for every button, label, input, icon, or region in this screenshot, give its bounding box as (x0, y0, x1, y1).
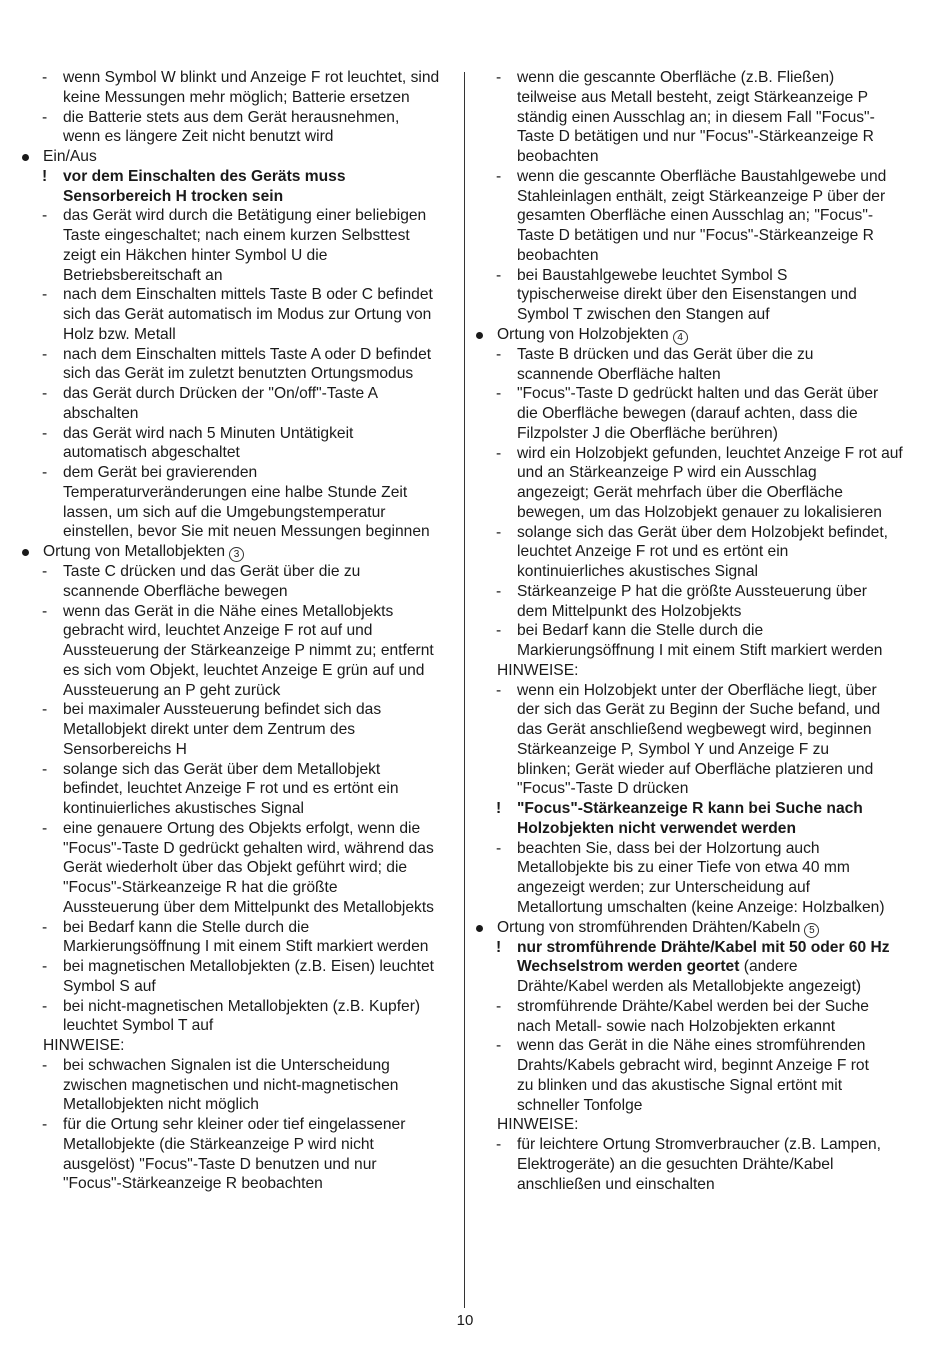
list-item-text: bei Bedarf kann die Stelle durch die Markierungsöffnung I mit einem Stift markiert werden (63, 918, 429, 956)
list-item-text: wird ein Holzobjekt gefunden, leuchtet Anzeige F rot auf und an Stärkeanzeige P wird ein Ausschlag angezeigt; Gerät mehrfach über die Oberfläche bewegen, um das Holzobjekt genauer zu lokalisieren (517, 444, 903, 521)
list-item-text: bei maximaler Aussteuerung befindet sich das Metallobjekt direkt unter dem Zentrum des Sensorbereichs H (63, 701, 382, 758)
notes-heading (476, 661, 916, 681)
dash-marker: - (42, 207, 48, 225)
dash-marker: - (496, 385, 502, 403)
list-item-text: wenn die gescannte Oberfläche (z.B. Fließen) teilweise aus Metall besteht, zeigt Stärkeanzeige P ständig einen Ausschlag an; in diesem Fall "Focus"- Taste D betätigen und nur "Focus"-Stärkeanzeige R beobachten (517, 69, 875, 165)
list-item (476, 997, 916, 1037)
dash-marker: - (496, 523, 502, 541)
bullet-icon (22, 549, 29, 556)
right-column (476, 68, 916, 1194)
list-item-text: stromführende Drähte/Kabel werden bei der Suche nach Metall- sowie nach Holzobjekten erkannt (517, 997, 869, 1035)
dash-marker: - (42, 69, 48, 86)
list-item (476, 1135, 916, 1194)
list-item (476, 444, 916, 523)
dash-marker: - (496, 1037, 502, 1055)
list-item-text: Stärkeanzeige P hat die größte Aussteuerung über dem Mittelpunkt des Holzobjekts (517, 582, 867, 620)
dash-marker: - (42, 424, 48, 442)
warning-text: nur stromführende Drähte/Kabel mit 50 oder 60 Hz Wechselstrom werden geortet (517, 938, 890, 976)
list-item (476, 681, 916, 800)
list-item-text: für leichtere Ortung Stromverbraucher (z.B. Lampen, Elektrogeräte) an die gesuchten Drähte/Kabel anschließen und einschalten (517, 1136, 882, 1193)
list-item (22, 918, 454, 958)
dash-marker: - (42, 958, 48, 975)
list-item-text: bei schwachen Signalen ist die Unterscheidung zwischen magnetischen und nicht-magnetischen Metallobjekten nicht möglich (63, 1056, 399, 1114)
dash-marker: - (496, 444, 502, 462)
list-item (476, 582, 916, 622)
list-item (22, 424, 454, 464)
dash-marker: - (42, 997, 48, 1015)
dash-marker: - (496, 345, 502, 363)
exclamation-icon: ! (496, 938, 502, 956)
list-item-text: nach dem Einschalten mittels Taste A oder D befindet sich das Gerät im zuletzt benutzten Ortungsmodus (63, 345, 432, 383)
list-item (476, 839, 916, 918)
list-item (22, 463, 454, 542)
dash-marker: - (496, 582, 502, 600)
dash-marker: - (496, 167, 502, 185)
figure-reference-badge: 5 (804, 923, 819, 938)
dash-marker: - (42, 1056, 48, 1074)
warning-item (22, 167, 454, 207)
list-item (22, 602, 454, 701)
list-item (22, 285, 454, 344)
list-item (476, 68, 916, 167)
list-item (22, 1115, 454, 1194)
dash-marker: - (496, 839, 502, 857)
dash-marker: - (42, 760, 48, 778)
list-item-text: für die Ortung sehr kleiner oder tief eingelassener Metallobjekte (die Stärkeanzeige P wird nicht ausgelöst) "Focus"-Taste D benutzen und nur "Focus"-Stärkeanzeige R beobachten (63, 1116, 406, 1193)
warning-item (476, 938, 916, 997)
dash-marker: - (42, 1116, 48, 1133)
list-item-text: wenn Symbol W blinkt und Anzeige F rot leuchtet, sind keine Messungen mehr möglich; Batterie ersetzen (63, 69, 440, 106)
warning-text: "Focus"-Stärkeanzeige R kann bei Suche nach Holzobjekten nicht verwendet werden (517, 800, 863, 837)
notes-heading-text: HINWEISE: (497, 1116, 579, 1134)
list-item (22, 68, 454, 108)
dash-marker: - (42, 464, 48, 481)
dash-marker: - (42, 918, 48, 936)
page-number: 10 (456, 1312, 474, 1329)
bullet-icon (476, 332, 483, 339)
exclamation-icon: ! (42, 167, 48, 185)
list-item (22, 345, 454, 385)
list-item (22, 1056, 454, 1115)
bullet-icon (22, 154, 29, 161)
list-item-text: beachten Sie, dass bei der Holzortung auch Metallobjekte bis zu einer Tiefe von etwa 40 mm angezeigt werden; zur Unterscheidung auf Metallortung umschalten (keine Anzeige: Holzbalken) (517, 839, 885, 916)
section-heading-text: Ortung von stromführenden Drähten/Kabeln (497, 918, 801, 936)
list-item-text: wenn ein Holzobjekt unter der Oberfläche liegt, über der sich das Gerät zu Beginn der Suche befand, und das Gerät anschließend wegbewegt wird, beginnen Stärkeanzeige P, Symbol Y und Anzeige F zu blinken; Gerät wieder auf Oberfläche platzieren und "Focus"-Taste D drücken (517, 681, 881, 798)
list-item-text: wenn das Gerät in die Nähe eines Metallobjekts gebracht wird, leuchtet Anzeige F rot auf und Aussteuerung der Stärkeanzeige P nimmt zu; entfernt es sich vom Objekt, leuchtet Anzeige E grün auf und Aussteuerung an P geht zurück (63, 602, 434, 699)
list-item (476, 1036, 916, 1115)
dash-marker: - (496, 69, 502, 86)
notes-heading-text: HINWEISE: (43, 1037, 125, 1054)
list-item (22, 384, 454, 424)
section-heading (476, 325, 916, 345)
list-item-text: solange sich das Gerät über dem Metallobjekt befindet, leuchtet Anzeige F rot und es ertönt ein kontinuierliches akustisches Signal (63, 760, 399, 817)
list-item-text: Taste C drücken und das Gerät über die zu scannende Oberfläche bewegen (63, 563, 361, 600)
list-item-text: bei Baustahlgewebe leuchtet Symbol S typischerweise direkt über den Eisenstangen und Symbol T zwischen den Stangen auf (517, 266, 857, 323)
list-item (22, 108, 454, 148)
notes-heading (22, 1036, 454, 1056)
list-item (476, 345, 916, 385)
list-item-text: wenn die gescannte Oberfläche Baustahlgewebe und Stahleinlagen enthält, zeigt Stärkeanzeige P über der gesamten Oberfläche einen Ausschlag an; "Focus"- Taste D betätigen und nur "Focus"-Stärkeanzeige R beobachten (517, 167, 887, 264)
list-item (22, 700, 454, 759)
list-item-text: das Gerät wird durch die Betätigung einer beliebigen Taste eingeschaltet; nach einem kurzen Selbsttest zeigt ein Häkchen hinter Symbol U die Betriebsbereitschaft an (63, 207, 427, 284)
dash-marker: - (42, 819, 48, 837)
left-column (22, 68, 454, 1194)
dash-marker: - (496, 681, 502, 699)
list-item-text: bei Bedarf kann die Stelle durch die Markierungsöffnung I mit einem Stift markiert werden (517, 622, 883, 659)
list-item-text: das Gerät wird nach 5 Minuten Untätigkeit automatisch abgeschaltet (63, 424, 354, 462)
dash-marker: - (42, 602, 48, 620)
section-heading (22, 147, 454, 167)
section-heading-text: Ortung von Metallobjekten (43, 543, 226, 560)
list-item (22, 562, 454, 602)
section-heading (476, 918, 916, 938)
section-heading-text: Ortung von Holzobjekten (497, 325, 669, 343)
bullet-icon (476, 925, 483, 932)
list-item (476, 523, 916, 582)
list-item (476, 384, 916, 443)
list-item-text: "Focus"-Taste D gedrückt halten und das Gerät über die Oberfläche bewegen (darauf achten, dass die Filzpolster J die Oberfläche berühren) (517, 385, 879, 442)
dash-marker: - (496, 1136, 502, 1153)
exclamation-icon: ! (496, 800, 502, 817)
list-item-text: das Gerät durch Drücken der "On/off"-Taste A abschalten (63, 385, 379, 422)
dash-marker: - (42, 563, 48, 580)
dash-marker: - (42, 108, 48, 126)
list-item-text: bei magnetischen Metallobjekten (z.B. Eisen) leuchtet Symbol S auf (63, 958, 434, 995)
list-item-text: eine genauere Ortung des Objekts erfolgt, wenn die "Focus"-Taste D gedrückt gehalten wird, während das Gerät wiederholt über das Objekt geführt wird; die "Focus"-Stärkeanzeige R hat die größte Aussteuerung über dem Mittelpunkt des Metallobjekts (63, 819, 434, 916)
list-item (476, 266, 916, 325)
figure-reference-badge: 3 (229, 547, 244, 562)
list-item-text: die Batterie stets aus dem Gerät herausnehmen, wenn es längere Zeit nicht benutzt wird (63, 108, 400, 146)
notes-heading (476, 1115, 916, 1135)
list-item-text: Taste B drücken und das Gerät über die zu scannende Oberfläche halten (517, 345, 814, 383)
list-item-text: solange sich das Gerät über dem Holzobjekt befindet, leuchtet Anzeige F rot und es ertönt ein kontinuierliches akustisches Signal (517, 523, 888, 580)
list-item-text: bei nicht-magnetischen Metallobjekten (z.B. Kupfer) leuchtet Symbol T auf (63, 997, 421, 1035)
list-item-text: dem Gerät bei gravierenden Temperaturveränderungen eine halbe Stunde Zeit lassen, um sich auf die Umgebungstemperatur einstellen, bevor Sie mit neuen Messungen beginnen (63, 464, 430, 541)
dash-marker: - (42, 701, 48, 719)
dash-marker: - (42, 286, 48, 304)
column-divider (464, 72, 465, 1308)
list-item (22, 997, 454, 1037)
section-heading (22, 542, 454, 562)
dash-marker: - (496, 622, 502, 640)
dash-marker: - (496, 266, 502, 284)
list-item-text: wenn das Gerät in die Nähe eines stromführenden Drahts/Kabels gebracht wird, beginnt Anzeige F rot zu blinken und das akustische Signal ertönt mit schneller Tonfolge (517, 1037, 869, 1114)
list-item-text: nach dem Einschalten mittels Taste B oder C befindet sich das Gerät automatisch im Modus zur Ortung von Holz bzw. Metall (63, 286, 433, 343)
dash-marker: - (42, 345, 48, 363)
figure-reference-badge: 4 (673, 330, 688, 345)
list-item (22, 206, 454, 285)
warning-item (476, 799, 916, 839)
notes-heading-text: HINWEISE: (497, 661, 579, 679)
list-item (22, 957, 454, 997)
list-item (22, 819, 454, 918)
list-item (476, 167, 916, 266)
warning-note: (andere Drähte/Kabel werden als Metallobjekte angezeigt) (517, 958, 862, 995)
list-item (476, 621, 916, 661)
dash-marker: - (496, 997, 502, 1015)
section-heading-text: Ein/Aus (43, 148, 97, 165)
warning-text: vor dem Einschalten des Geräts muss Sensorbereich H trocken sein (63, 167, 346, 205)
dash-marker: - (42, 385, 48, 402)
list-item (22, 760, 454, 819)
